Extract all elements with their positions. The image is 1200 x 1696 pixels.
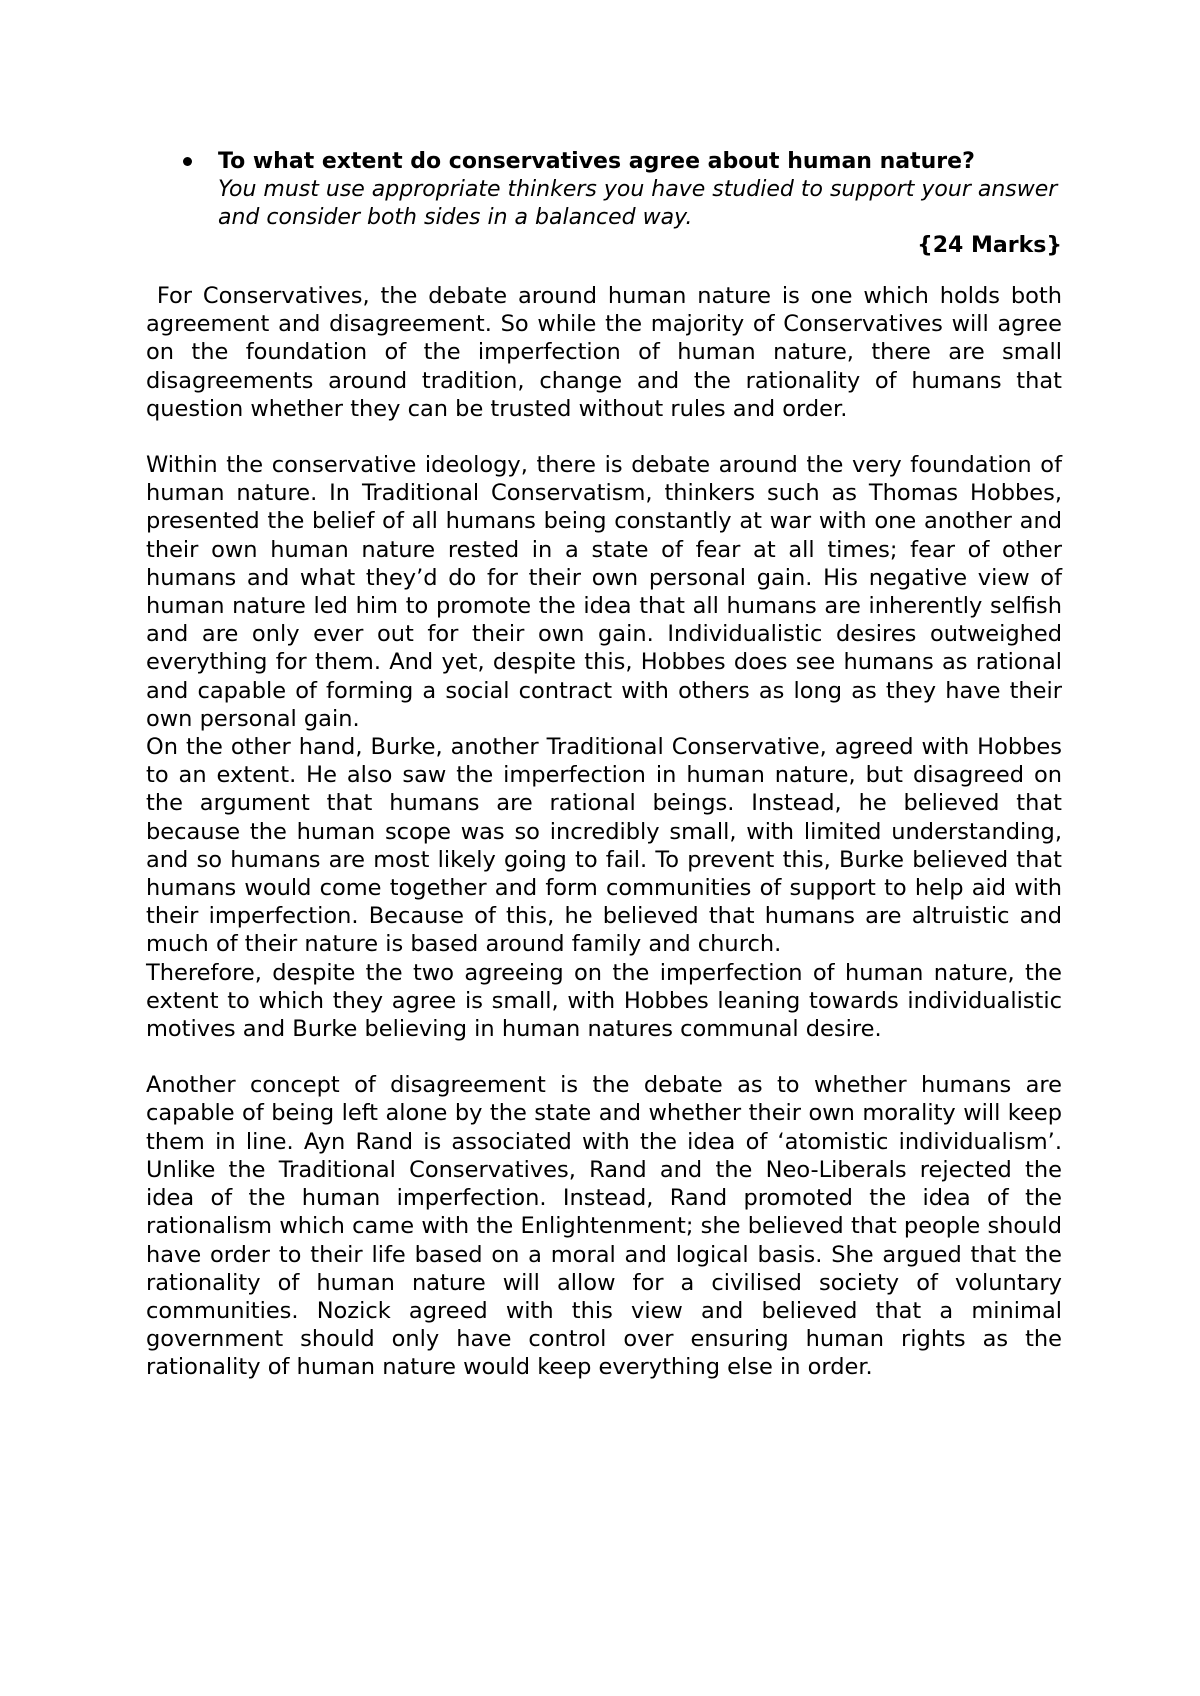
- paragraph-hobbes: Within the conservative ideology, there is debate around the very foundation of human nature. In Traditional Conservatism, thinkers such as Thomas Hobbes, presented the belief of all humans being constantly at war with one another and their own human nature rested in a state of fear at all times; fear of other humans and what they’d do for their own personal gain. His negative view of human nature led him to promote the idea that all humans are inherently selfish and are only ever out for their own gain. Individualistic desires outweighed everything for them. And yet, despite this, Hobbes does see humans as rational and capable of forming a social contract with others as long as they have their own personal gain.: [146, 452, 1062, 732]
- question-title: To what extent do conservatives agree about human nature?: [218, 149, 975, 174]
- marks-label: {24 Marks}: [917, 233, 1062, 258]
- essay-question: [146, 148, 1062, 232]
- document-page: [146, 148, 1070, 1382]
- spacer: [146, 423, 1062, 451]
- bullet-icon: [183, 157, 192, 166]
- paragraph-rand: Another concept of disagreement is the debate as to whether humans are capable of being left alone by the state and whether their own morality will keep them in line. Ayn Rand is associated with the idea of ‘atomistic individualism’. Unlike the Traditional Conservatives, Rand and the Neo-Liberals rejected the idea of the human imperfection. Instead, Rand promoted the idea of the rationalism which came with the Enlightenment; she believed that people should have order to their life based on a moral and logical basis. She argued that the rationality of human nature will allow for a civilised society of voluntary communities. Nozick agreed with this view and believed that a minimal government should only have control over ensuring human rights as the rationality of human nature would keep everything else in order.: [146, 1072, 1062, 1381]
- paragraph-therefore: Therefore, despite the two agreeing on the imperfection of human nature, the extent to which they agree is small, with Hobbes leaning towards individualistic motives and Burke believing in human natures communal desire.: [146, 959, 1062, 1043]
- spacer: [146, 1043, 1062, 1071]
- paragraph-intro: For Conservatives, the debate around human nature is one which holds both agreement and disagreement. So while the majority of Conservatives will agree on the foundation of the imperfection of human nature, there are small disagreements around tradition, change and the rationality of humans that question whether they can be trusted without rules and order.: [146, 283, 1070, 422]
- question-instructions: You must use appropriate thinkers you have studied to support your answer and consider both sides in a balanced way.: [218, 177, 1058, 230]
- spacer: [146, 260, 1062, 282]
- paragraph-burke: On the other hand, Burke, another Traditional Conservative, agreed with Hobbes to an extent. He also saw the imperfection in human nature, but disagreed on the argument that humans are rational beings. Instead, he believed that because the human scope was so incredibly small, with limited understanding, and so humans are most likely going to fail. To prevent this, Burke believed that humans would come together and form communities of support to help aid with their imperfection. Because of this, he believed that humans are altruistic and much of their nature is based around family and church.: [146, 734, 1062, 958]
